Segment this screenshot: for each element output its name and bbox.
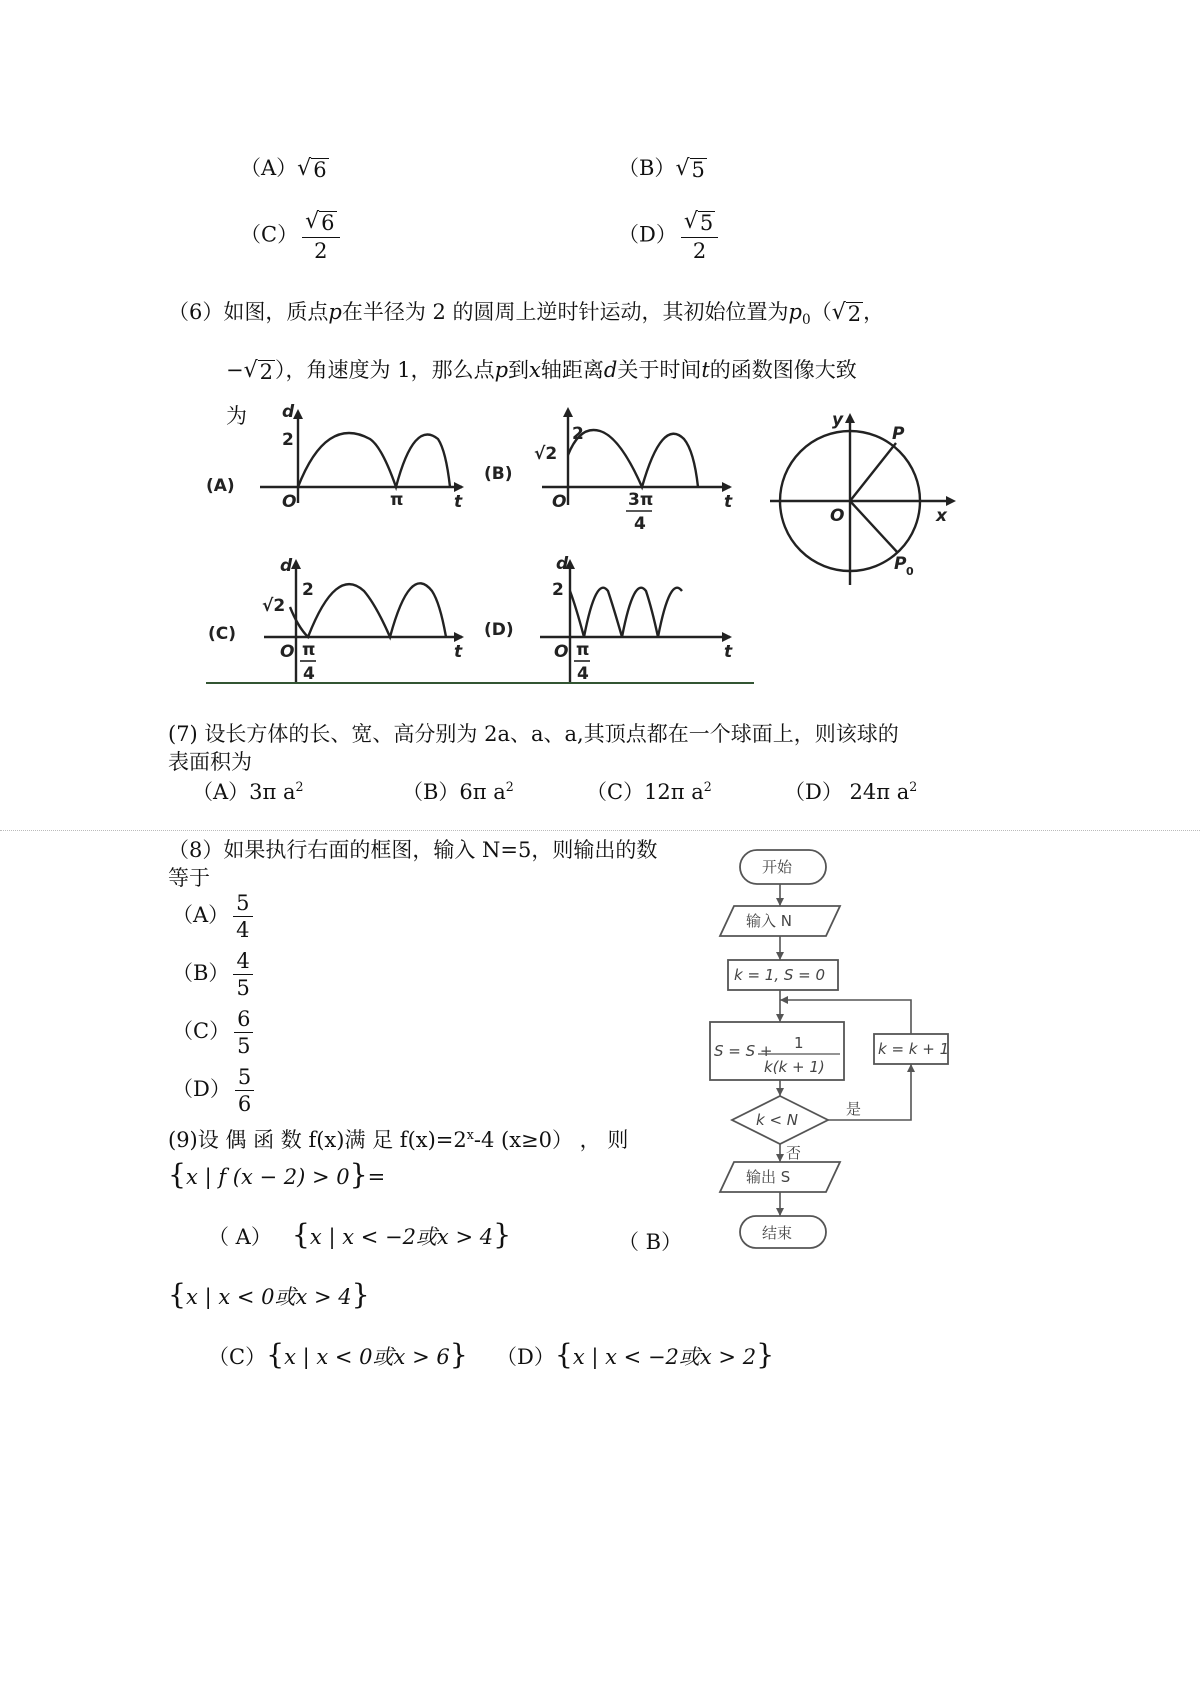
q5-option-a: （A） √ 6 — [240, 156, 327, 182]
q9-option-a: （ A） {x | x < −2或x > 4} — [208, 1218, 512, 1251]
graph-d-origin: O — [554, 642, 569, 662]
q7-option-a: （A）3π $a^2$ — [192, 779, 304, 804]
graph-b-x-tick-den: 4 — [634, 514, 646, 534]
graph-c-x-tick: π — [302, 640, 316, 660]
q6-figure — [200, 395, 980, 695]
graph-d-x-tick-den: 4 — [577, 664, 589, 684]
graph-c-y-tick: √2 — [262, 596, 286, 616]
graph-b-label: (B) — [484, 464, 513, 484]
q9-option-b: {x | x < 0或x > 4} — [168, 1278, 370, 1311]
graph-c-label: (C) — [208, 624, 237, 644]
graph-d-y-axis-label: d — [556, 554, 569, 574]
graph-a-x-axis-label: t — [454, 492, 463, 512]
graph-c-origin: O — [280, 642, 295, 662]
sqrt-6: √ 6 — [297, 156, 327, 182]
graph-b-y-tick: √2 — [534, 444, 558, 464]
graph-b-x-tick: 3π — [628, 490, 654, 510]
graph-b-y-tick-top: 2 — [572, 424, 584, 444]
sqrt-5: √ 5 — [675, 156, 705, 182]
q8-line-2: 等于 — [168, 866, 210, 890]
q6-line-3: 为 — [226, 404, 247, 428]
q5-option-c: （C） √ 6 2 — [240, 210, 340, 262]
q6-line-2: − √ 2 ），角速度为 1，那么点p到x轴距离d关于时间t的函数图像大致 — [226, 358, 857, 384]
circle-x-axis-label: x — [936, 506, 947, 526]
flow-update-label: S = S + — [714, 1042, 773, 1060]
graph-b-origin: O — [552, 492, 567, 512]
flow-no-label: 否 — [786, 1144, 802, 1162]
graph-b-x-axis-label: t — [724, 492, 733, 512]
q5-option-d: （D） √ 5 2 — [618, 210, 718, 262]
graph-a-label: (A) — [206, 476, 235, 496]
graph-d-y-tick: 2 — [552, 580, 564, 600]
flow-output-label: 输出 S — [746, 1168, 791, 1186]
flow-start-label: 开始 — [762, 858, 793, 876]
q9-option-b-label: （ B） — [618, 1230, 683, 1254]
circle-point-p0: P — [894, 554, 907, 574]
q9-option-c: （C）{x | x < 0或x > 6} — [208, 1338, 468, 1371]
q9-option-d: （D）{x | x < −2或x > 2} — [496, 1338, 775, 1371]
fraction: √ 6 2 — [302, 210, 339, 262]
circle-y-axis-label: y — [832, 410, 844, 430]
flow-update-den: k(k + 1) — [764, 1058, 825, 1076]
flow-end-label: 结束 — [762, 1224, 793, 1242]
graph-c-y-tick-top: 2 — [302, 580, 314, 600]
q7-line-1: (7) 设长方体的长、宽、高分别为 2a、a、a,其顶点都在一个球面上，则该球的 — [168, 722, 899, 746]
divider — [0, 830, 1200, 831]
graph-c-x-tick-den: 4 — [303, 664, 315, 684]
flow-yes-label: 是 — [846, 1100, 862, 1118]
circle-origin: O — [830, 506, 845, 526]
q8-option-b: （B） $\frac{4}{5}$ — [172, 950, 253, 999]
q7-line-2: 表面积为 — [168, 750, 252, 774]
graph-a-y-axis-label: d — [282, 402, 295, 422]
q9-line-1: (9)设 偶 函 数 f(x)满 足 $f(x)=2^x-4$ (x≥0） ， 则 — [168, 1127, 629, 1152]
q8-line-1: （8）如果执行右面的框图，输入 N=5，则输出的数 — [168, 838, 658, 862]
q7-option-b: （B）6π $a^2$ — [402, 779, 514, 804]
flow-input-label: 输入 N — [746, 912, 792, 930]
q8-option-d: （D） $\frac{5}{6}$ — [172, 1066, 254, 1115]
flow-cond-label: k < N — [756, 1111, 799, 1129]
graph-d-x-axis-label: t — [724, 642, 733, 662]
graph-c-y-axis-label: d — [280, 556, 293, 576]
q9-set-main: {x | f (x − 2) > 0}= — [168, 1158, 386, 1191]
flow-incr-label: k = k + 1 — [878, 1040, 950, 1058]
graph-d-x-tick: π — [576, 640, 590, 660]
circle-point-p: P — [892, 424, 905, 444]
q6-line-1: （6）如图，质点p在半径为 2 的圆周上逆时针运动，其初始位置为$p_0$（ √ 2 ， — [168, 300, 885, 329]
circle-point-p0-sub: 0 — [906, 565, 914, 578]
q7-option-c: （C）12π $a^2$ — [586, 779, 712, 804]
flow-update-num: 1 — [794, 1034, 804, 1052]
graph-d-label: (D) — [484, 620, 514, 640]
q8-option-a: （A） $\frac{5}{4}$ — [172, 892, 253, 941]
q8-flowchart — [700, 840, 960, 1260]
graph-a-x-tick: π — [390, 490, 404, 510]
q5-option-b: （B） √ 5 — [618, 156, 705, 182]
q8-option-c: （C） $\frac{6}{5}$ — [172, 1008, 253, 1057]
flow-init-label: k = 1, S = 0 — [734, 966, 826, 984]
graph-c-x-axis-label: t — [454, 642, 463, 662]
q7-option-d: （D） 24π $a^2$ — [784, 779, 918, 804]
graph-a-y-tick: 2 — [282, 430, 294, 450]
fraction: √ 5 2 — [681, 210, 718, 262]
graph-a-origin: O — [282, 492, 297, 512]
